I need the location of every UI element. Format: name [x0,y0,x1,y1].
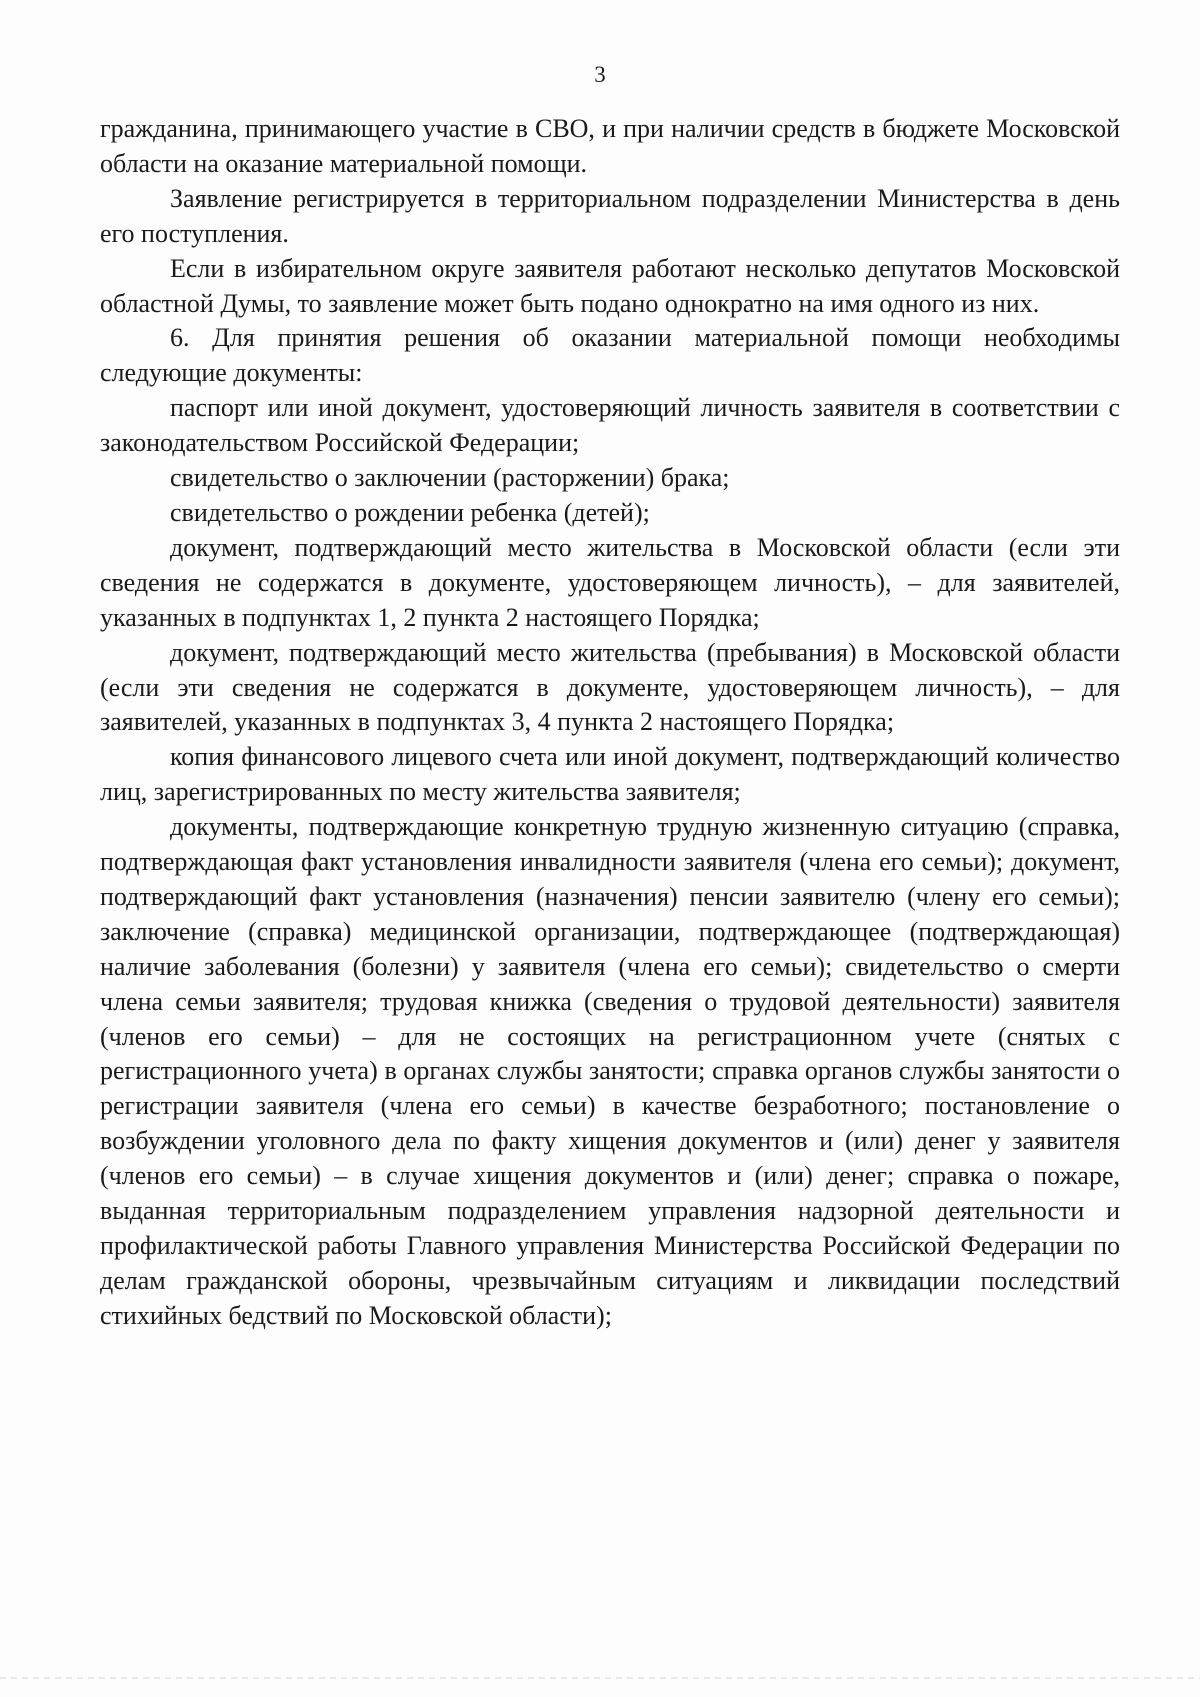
list-item-residence-document: документ, подтверждающий место жительства в Московской области (если эти сведения не содержатся в документе, удостоверяющем личность), – для заявителей, указанных в подпунктах 1, 2 пункта 2 настоящего Порядка; [100,532,1120,632]
list-item-marriage-certificate: свидетельство о заключении (расторжении) брака; [170,463,730,493]
paragraph-continuation: гражданина, принимающего участие в СВО, и при наличии средств в бюджете Московской области на оказание материальной помощи. [100,114,1120,178]
page-number: 3 [594,62,606,87]
paragraph-item-6: 6. Для принятия решения об оказании материальной помощи необходимы следующие документы: [100,323,1120,388]
document-body [100,112,1120,1334]
scan-edge-artifact [0,1677,1200,1679]
list-item-residence-stay-document: документ, подтверждающий место жительства (пребывания) в Московской области (если эти сведения не содержатся в документе, удостоверяющем личность), – для заявителей, указанных в подпунктах 3, 4 пункта 2 настоящего Порядка; [100,637,1120,737]
paragraph-registration: Заявление регистрируется в территориальном подразделении Министерства в день его поступления. [100,183,1120,248]
paragraph-deputies: Если в избирательном округе заявителя работают несколько депутатов Московской областной Думы, то заявление может быть подано однократно на имя одного из них. [100,253,1120,318]
list-item-passport: паспорт или иной документ, удостоверяющий личность заявителя в соответствии с законодательством Российской Федерации; [100,393,1120,458]
list-item-birth-certificate: свидетельство о рождении ребенка (детей); [170,497,650,527]
list-item-account-copy: копия финансового лицевого счета или иной документ, подтверждающий количество лиц, зарегистрированных по месту жительства заявителя; [100,742,1120,807]
list-item-hardship-documents: документы, подтверждающие конкретную трудную жизненную ситуацию (справка, подтверждающая факт установления инвалидности заявителя (члена его семьи); документ, подтверждающий факт установления (назначения) пенсии заявителю (члену его семьи); заключение (справка) медицинской организации, подтверждающее (подтверждающая) наличие заболевания (болезни) у заявителя (члена его семьи); свидетельство о смерти члена семьи заявителя; трудовая книжка (сведения о трудовой деятельности) заявителя (членов его семьи) – для не состоящих на регистрационном учете (снятых с регистрационного учета) в органах службы занятости; справка органов службы занятости о регистрации заявителя (члена его семьи) в качестве безработного; постановление о возбуждении уголовного дела по факту хищения документов и (или) денег у заявителя (членов его семьи) – в случае хищения документов и (или) денег; справка о пожаре, выданная территориальным подразделением управления надзорной деятельности и профилактической работы Главного управления Министерства Российской Федерации по делам гражданской обороны, чрезвычайным ситуациям и ликвидации последствий стихийных бедствий по Московской области); [100,812,1120,1330]
